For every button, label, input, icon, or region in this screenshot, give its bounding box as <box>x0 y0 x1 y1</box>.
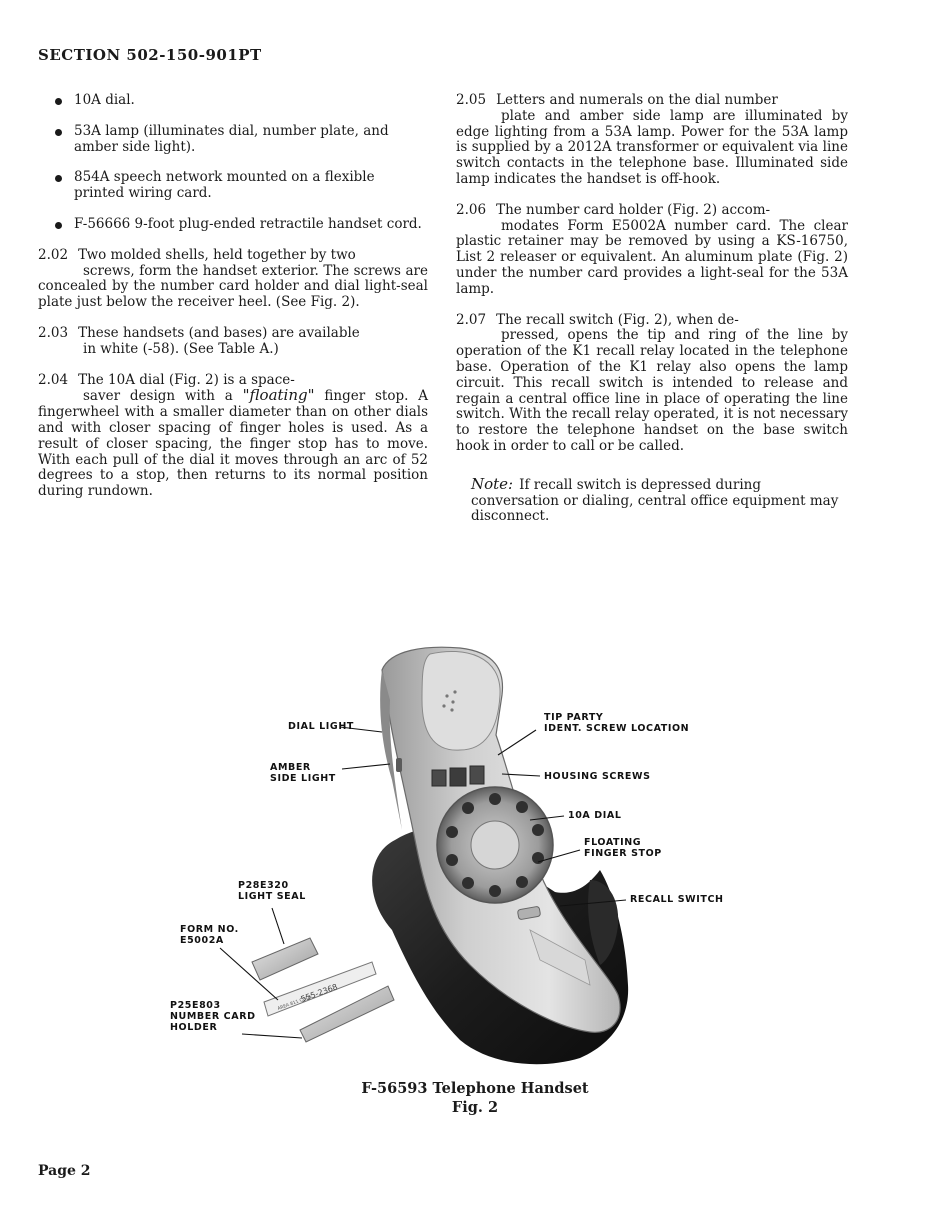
paragraph-number: 2.05 <box>456 92 487 108</box>
paragraph-text: in white (-58). (See Table A.) <box>83 340 279 357</box>
number-card-number: 555-2368 <box>299 982 339 1004</box>
paragraph-2-05 <box>456 93 848 188</box>
right-column <box>456 93 848 525</box>
callout-dial-light <box>288 721 354 732</box>
figure-caption-title: F-56593 Telephone Handset <box>361 1080 589 1097</box>
figure-caption <box>0 1080 950 1116</box>
paragraph-2-03 <box>38 326 428 358</box>
paragraph-2-02 <box>38 248 428 311</box>
callout-text: LIGHT SEAL <box>238 891 306 902</box>
paragraph-first-line: The 10A dial (Fig. 2) is a space- <box>78 371 295 388</box>
left-column <box>38 93 428 515</box>
callout-text: HOLDER <box>170 1022 218 1033</box>
dial-center <box>471 821 519 869</box>
note-block <box>471 474 848 525</box>
floating-term: "floating" <box>242 386 315 405</box>
callout-text: RECALL SWITCH <box>630 894 724 905</box>
number-card-prefix: AREA 811 CODE <box>276 994 314 1012</box>
paragraph-2-06 <box>456 203 848 298</box>
bullet-item: 10A dial. <box>38 93 428 109</box>
figure-caption-number: Fig. 2 <box>451 1099 499 1116</box>
callout-recall-switch <box>630 894 724 905</box>
paragraph-2-07 <box>456 313 848 455</box>
paragraph-text: modates Form E5002A number card. The clear plastic retainer may be removed by using a KS-16750, List 2 releaser or equivalent. An aluminum plate (Fig. 2) under the number card provides a light-seal for the 53A lamp. <box>456 217 848 297</box>
paragraph-first-line: These handsets (and bases) are available <box>78 324 360 341</box>
note-text: If recall switch is depressed during conversation or dialing, central office equipment may disconnect. <box>471 476 839 525</box>
paragraph-number: 2.06 <box>456 201 487 218</box>
telephone-handset-figure <box>160 640 800 1070</box>
callout-text: P25E803 <box>170 1000 221 1011</box>
callout-amber-side-light <box>270 762 336 784</box>
callout-text: HOUSING SCREWS <box>544 771 651 782</box>
paragraph-number: 2.04 <box>38 371 69 388</box>
paragraph-first-line: Letters and numerals on the dial number <box>496 92 778 108</box>
paragraph-number: 2.03 <box>38 324 69 341</box>
paragraph-text: plate and amber side lamp are illuminated by edge lighting from a 53A lamp. Power for the 53A lamp is supplied by a 2012A transformer or equivalent via line switch contacts in the telephone base. Illuminated side lamp indicates the handset is off-hook. <box>456 107 848 187</box>
callout-text: IDENT. SCREW LOCATION <box>544 723 690 734</box>
callout-text: 10A DIAL <box>568 810 622 821</box>
callout-text: FINGER STOP <box>584 848 662 859</box>
callout-tip-party <box>544 712 689 734</box>
bullet-item: 854A speech network mounted on a flexible printed wiring card. <box>38 170 428 202</box>
callout-text: FORM NO. <box>180 924 239 935</box>
callout-text: SIDE LIGHT <box>270 773 336 784</box>
paragraph-number: 2.02 <box>38 246 69 263</box>
amber-side-light <box>396 758 402 772</box>
bullet-item: F-56666 9-foot plug-ended retractile handset cord. <box>38 217 428 233</box>
callout-text: FLOATING <box>584 837 642 848</box>
callout-floating-finger-stop <box>584 837 662 859</box>
callout-text: AMBER <box>270 762 311 773</box>
paragraph-text: saver design with a <box>83 388 243 405</box>
paragraph-number: 2.07 <box>456 311 487 328</box>
paragraph-text: finger stop. A fingerwheel with a smaller diameter than on other dials and with closer spacing of finger holes is used. As a result of closer spacing, the finger stop has to move. With each pull of the dial it moves through an arc of 52 degrees to a stop, then returns to its normal position during rundown. <box>38 388 428 500</box>
paragraph-2-04 <box>38 373 428 500</box>
callout-light-seal <box>238 880 306 902</box>
paragraph-first-line: The recall switch (Fig. 2), when de- <box>496 311 739 328</box>
note-label: Note: <box>471 474 514 493</box>
callout-form-number <box>180 924 239 946</box>
bullet-item: 53A lamp (illuminates dial, number plate, and amber side light). <box>38 124 428 156</box>
callout-10a-dial <box>568 810 622 821</box>
section-header: SECTION 502-150-901PT <box>38 46 262 64</box>
paragraph-first-line: Two molded shells, held together by two <box>78 246 356 263</box>
receiver-cap <box>422 651 500 750</box>
paragraph-first-line: The number card holder (Fig. 2) accom- <box>496 201 771 218</box>
paragraph-text: pressed, opens the tip and ring of the line by operation of the K1 recall relay located in the telephone base. Operation of the K1 relay also opens the lamp circuit. This recall switch is intended to release and regain a central office line in place of operating the line switch. With the recall relay operated, it is not necessary to restore the telephone handset on the base switch hook in order to call or be called. <box>456 327 848 454</box>
callout-housing-screws <box>544 771 651 782</box>
page-number: Page 2 <box>38 1163 91 1179</box>
paragraph-text: screws, form the handset exterior. The screws are concealed by the number card holder and dial light-seal plate just below the receiver heel. (See Fig. 2). <box>38 262 428 311</box>
callout-text: DIAL LIGHT <box>288 721 354 732</box>
callout-text: E5002A <box>180 935 224 946</box>
callout-text: NUMBER CARD <box>170 1011 256 1022</box>
light-seal-plate <box>252 938 318 980</box>
handset-illustration <box>160 640 800 1070</box>
callout-text: P28E320 <box>238 880 289 891</box>
callout-number-card-holder <box>170 1000 256 1033</box>
callout-text: TIP PARTY <box>544 712 604 723</box>
